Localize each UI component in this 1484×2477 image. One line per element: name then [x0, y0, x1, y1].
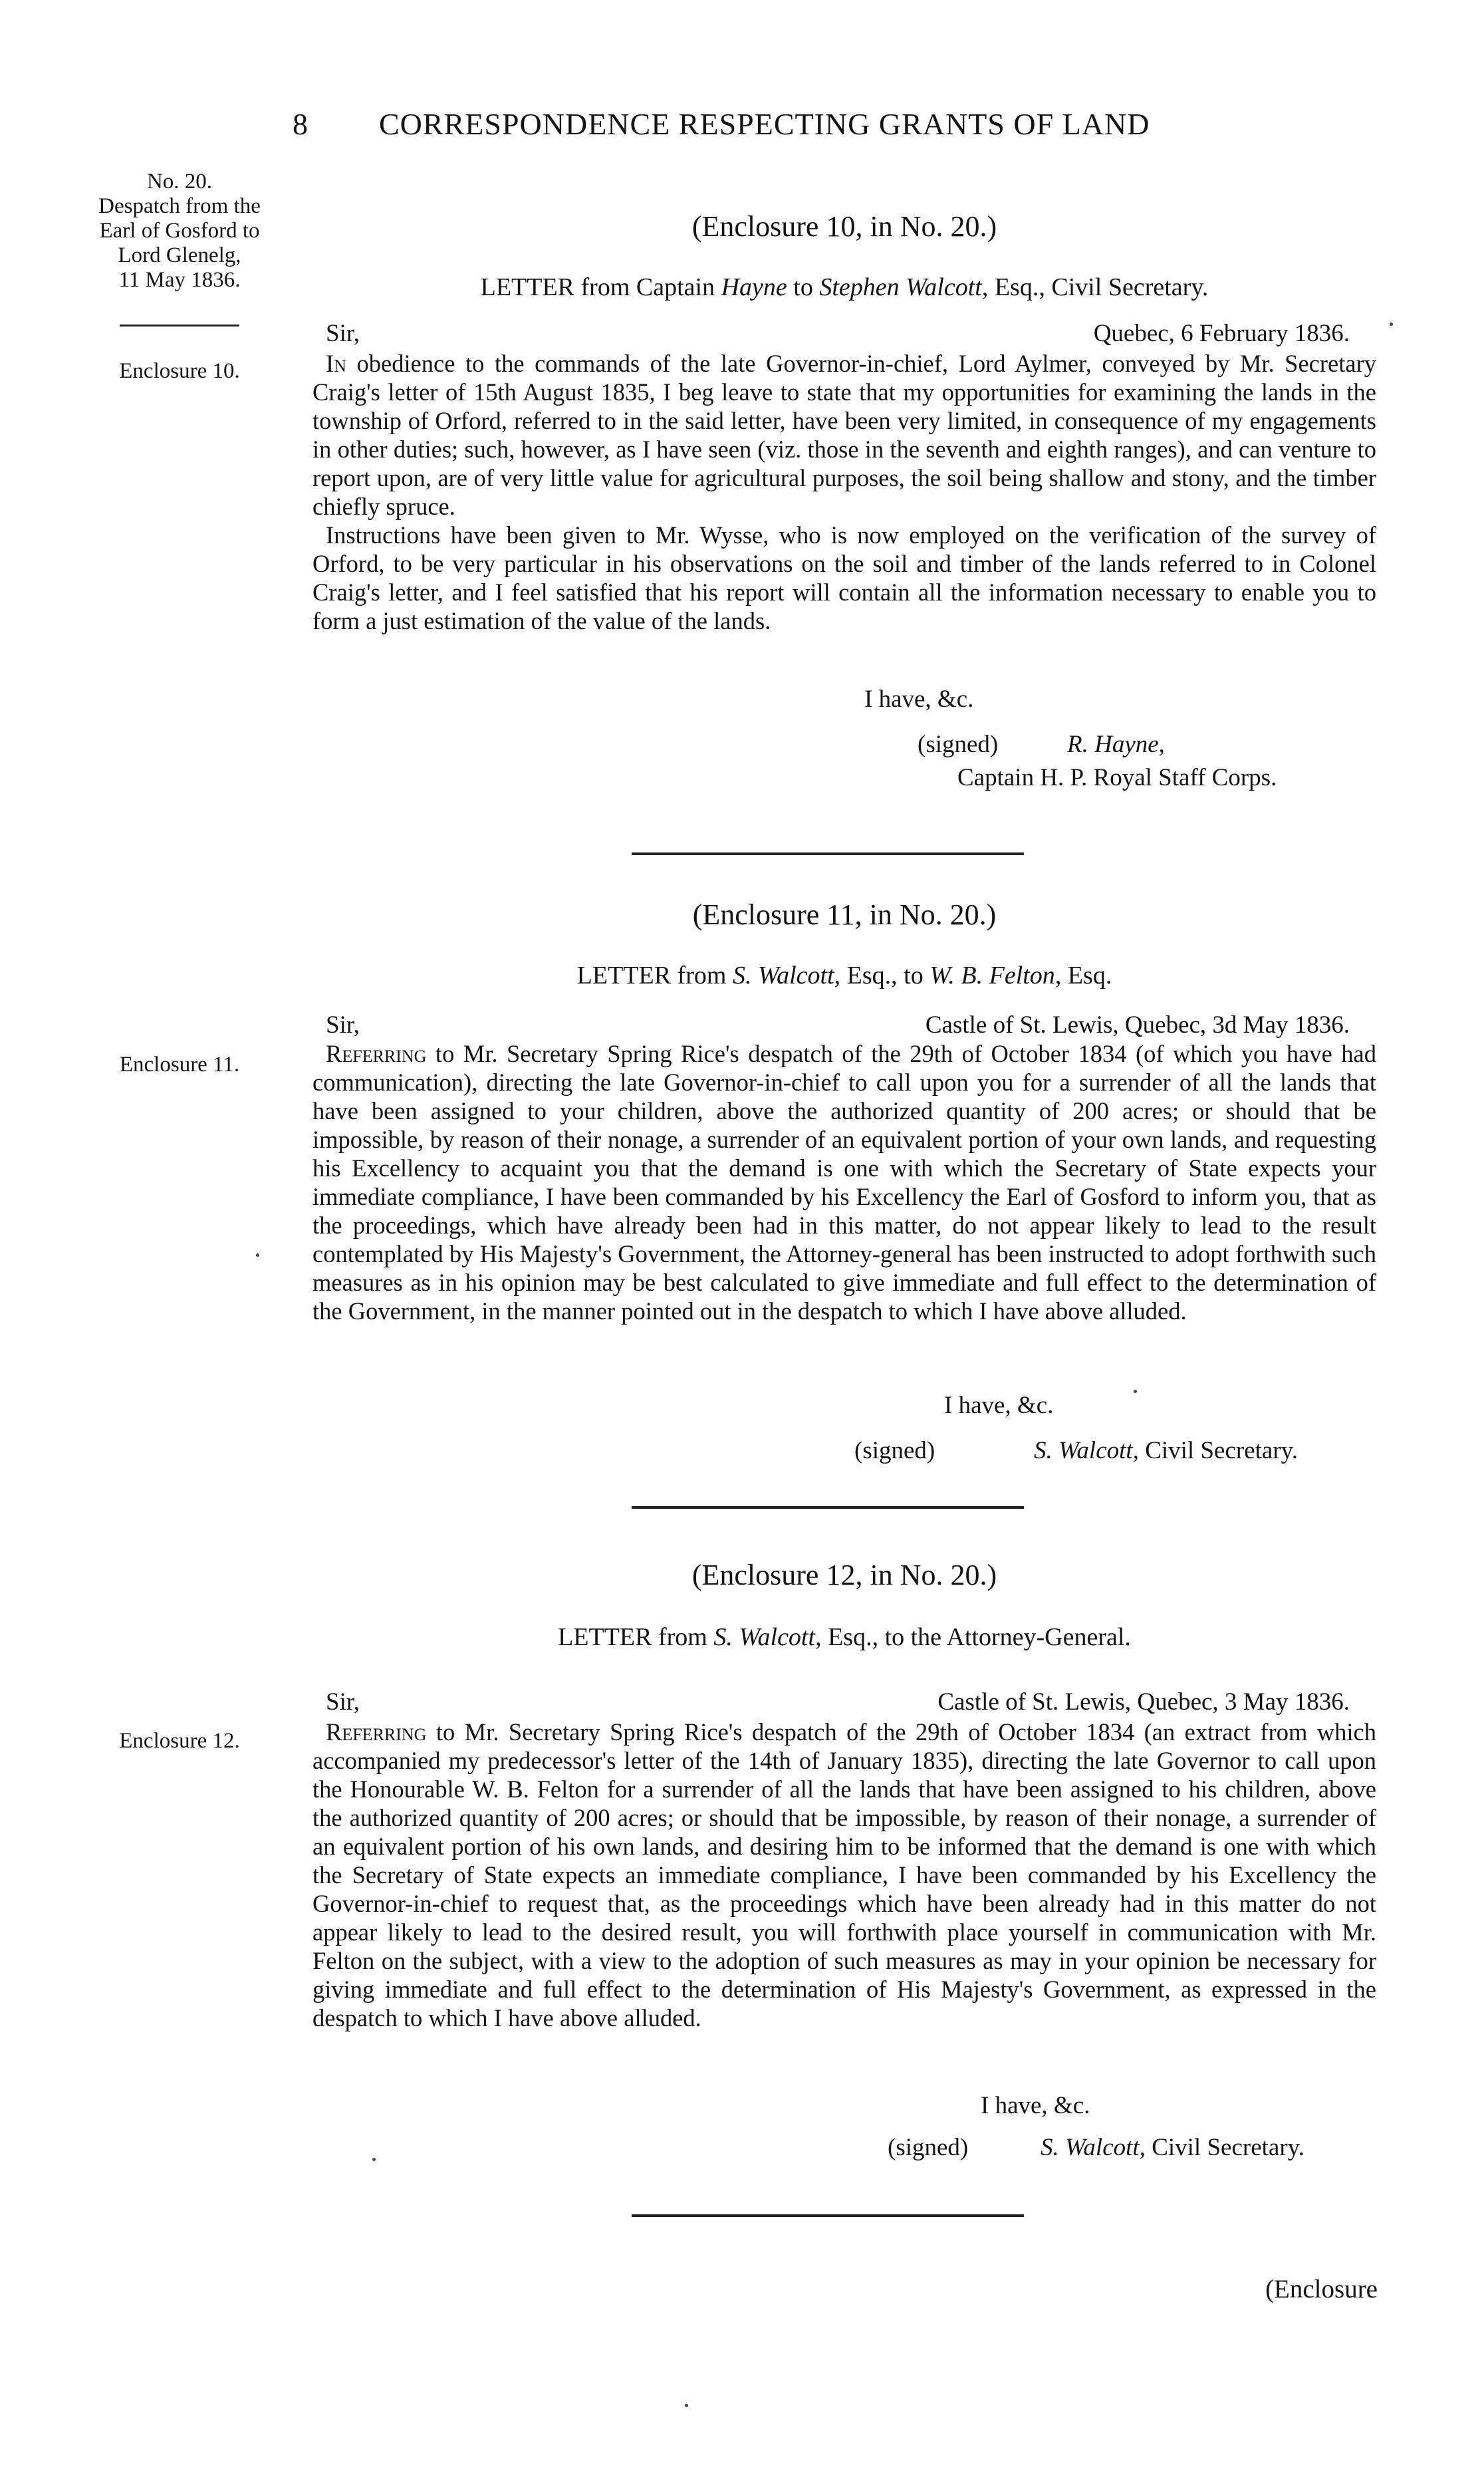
enclosure-11-letter-heading: LETTER from S. Walcott, Esq., to W. B. Felton, Esq.	[576, 962, 1112, 989]
enclosure-10-signed: (signed)	[918, 731, 999, 758]
letter-recipient: W. B. Felton	[929, 962, 1055, 989]
section-divider	[632, 852, 1024, 855]
enclosure-12-body	[312, 1718, 1376, 2032]
margin-despatch-desc-3: Lord Glenelg,	[118, 243, 241, 267]
print-speck	[256, 1253, 259, 1257]
margin-despatch-desc-2: Earl of Gosford to	[99, 219, 260, 243]
enclosure-11-salutation-line	[326, 1011, 1350, 1039]
running-header	[293, 106, 1330, 142]
enclosure-11-signed: (signed)	[854, 1437, 935, 1464]
margin-divider	[120, 325, 239, 326]
print-speck	[1134, 1390, 1137, 1393]
enclosure-10-signatory: R. Hayne,	[1067, 731, 1165, 758]
enclosure-10-body	[312, 349, 1376, 635]
margin-despatch-desc-1: Despatch from the	[98, 194, 261, 218]
margin-despatch-number: No. 20.	[146, 170, 213, 194]
enclosure-12-salutation-line	[326, 1688, 1350, 1716]
enclosure-10-letter-heading: LETTER from Captain Hayne to Stephen Walcott, Esq., Civil Secretary.	[480, 273, 1209, 301]
section-divider	[632, 2214, 1024, 2217]
enclosure-10-signatory-title: Captain H. P. Royal Staff Corps.	[957, 764, 1277, 791]
print-speck	[1390, 323, 1393, 326]
enclosure-12-letter-heading: LETTER from S. Walcott, Esq., to the Attorney-General.	[558, 1623, 1131, 1651]
margin-enclosure-11: Enclosure 11.	[119, 1053, 240, 1077]
enclosure-12-closing: I have, &c.	[981, 2092, 1090, 2119]
header-title: CORRESPONDENCE RESPECTING GRANTS OF LAND	[379, 107, 1150, 141]
place-date: Quebec, 6 February 1836.	[1093, 320, 1350, 347]
salutation: Sir,	[326, 1011, 360, 1039]
paragraph: Referring to Mr. Secretary Spring Rice's despatch of the 29th of October 1834 (an extract from which accompanied my predecessor's letter of the 14th of January 1835), directing the late Governor to call upon the Honourable W. B. Felton for a surrender of all the lands that have been assigned to his children, above the authorized quantity of 200 acres; or should that be impossible, by reason of their nonage, a surrender of an equivalent portion of his own lands, and desiring him to be informed that the demand is one with which the Secretary of State expects an immediate compliance, I have been commanded by his Excellency the Governor-in-chief to request that, as the proceedings which have been already had in this matter do not appear likely to lead to the desired result, you will forthwith place yourself in communication with Mr. Felton on the subject, with a view to the adoption of such measures as may in your opinion be necessary for giving immediate and full effect to the determination of His Majesty's Government, as expressed in the despatch to which I have above alluded.	[312, 1718, 1376, 2031]
letter-recipient: Stephen Walcott	[819, 273, 982, 301]
margin-despatch-note	[73, 170, 286, 293]
paragraph: In obedience to the commands of the late Governor-in-chief, Lord Aylmer, conveyed by Mr. Secretary Craig's letter of 15th August 1835, I beg leave to state that my opportunities for examining the lands in the township of Orford, referred to in the said letter, have been very limited, in consequence of my engagements in other duties; such, however, as I have seen (viz. those in the seventh and eighth ranges), and can venture to report upon, are of very little value for agricultural purposes, the soil being shallow and stony, and the timber chiefly spruce.	[312, 350, 1376, 520]
catchword: (Enclosure	[1265, 2275, 1378, 2303]
page-number: 8	[293, 107, 309, 141]
enclosure-10-title: (Enclosure 10, in No. 20.)	[691, 210, 997, 243]
salutation: Sir,	[326, 1688, 360, 1716]
print-speck	[372, 2158, 376, 2161]
enclosure-12-signatory: S. Walcott, Civil Secretary.	[1041, 2134, 1304, 2161]
enclosure-11-signatory: S. Walcott, Civil Secretary.	[1034, 1437, 1298, 1464]
enclosure-10-salutation-line	[326, 319, 1350, 348]
section-divider	[632, 1506, 1024, 1509]
enclosure-11-body	[312, 1039, 1376, 1325]
enclosure-12-title: (Enclosure 12, in No. 20.)	[691, 1559, 997, 1591]
place-date: Castle of St. Lewis, Quebec, 3d May 1836.	[925, 1011, 1350, 1039]
letter-sender: S. Walcott	[713, 1623, 816, 1651]
letter-sender: Hayne	[721, 273, 787, 301]
enclosure-10-closing: I have, &c.	[864, 686, 974, 713]
print-speck	[685, 2404, 688, 2407]
enclosure-12-signed: (signed)	[888, 2134, 969, 2161]
paragraph: Referring to Mr. Secretary Spring Rice's despatch of the 29th of October 1834 (of which you have had communication), directing the late Governor-in-chief to call upon you for a surrender of all the lands that have been assigned to your children, above the authorized quantity of 200 acres; or should that be impossible, by reason of their nonage, a surrender of an equivalent portion of your own lands, and requesting his Excellency to acquaint you that the demand is one with which the Secretary of State expects your immediate compliance, I have been commanded by his Excellency the Earl of Gosford to inform you, that as the proceedings, which have already been had in this matter, do not appear likely to lead to the result contemplated by His Majesty's Government, the Attorney-general has been instructed to adopt forthwith such measures as in his opinion may be best calculated to give immediate and full effect to the determination of the Government, in the manner pointed out in the despatch to which I have above alluded.	[312, 1040, 1376, 1325]
enclosure-11-closing: I have, &c.	[944, 1392, 1054, 1419]
margin-enclosure-10: Enclosure 10.	[119, 359, 240, 383]
place-date: Castle of St. Lewis, Quebec, 3 May 1836.	[937, 1688, 1350, 1716]
letter-sender: S. Walcott	[732, 962, 834, 989]
enclosure-11-title: (Enclosure 11, in No. 20.)	[692, 898, 997, 931]
salutation: Sir,	[326, 320, 360, 347]
margin-enclosure-12: Enclosure 12.	[119, 1729, 240, 1753]
paragraph: Instructions have been given to Mr. Wysse, who is now employed on the verification of the survey of Orford, to be very particular in his observations on the soil and timber of the lands referred to in Colonel Craig's letter, and I feel satisfied that his report will contain all the information necessary to enable you to form a just estimation of the value of the lands.	[312, 521, 1376, 634]
margin-despatch-date: 11 May 1836.	[118, 268, 241, 292]
